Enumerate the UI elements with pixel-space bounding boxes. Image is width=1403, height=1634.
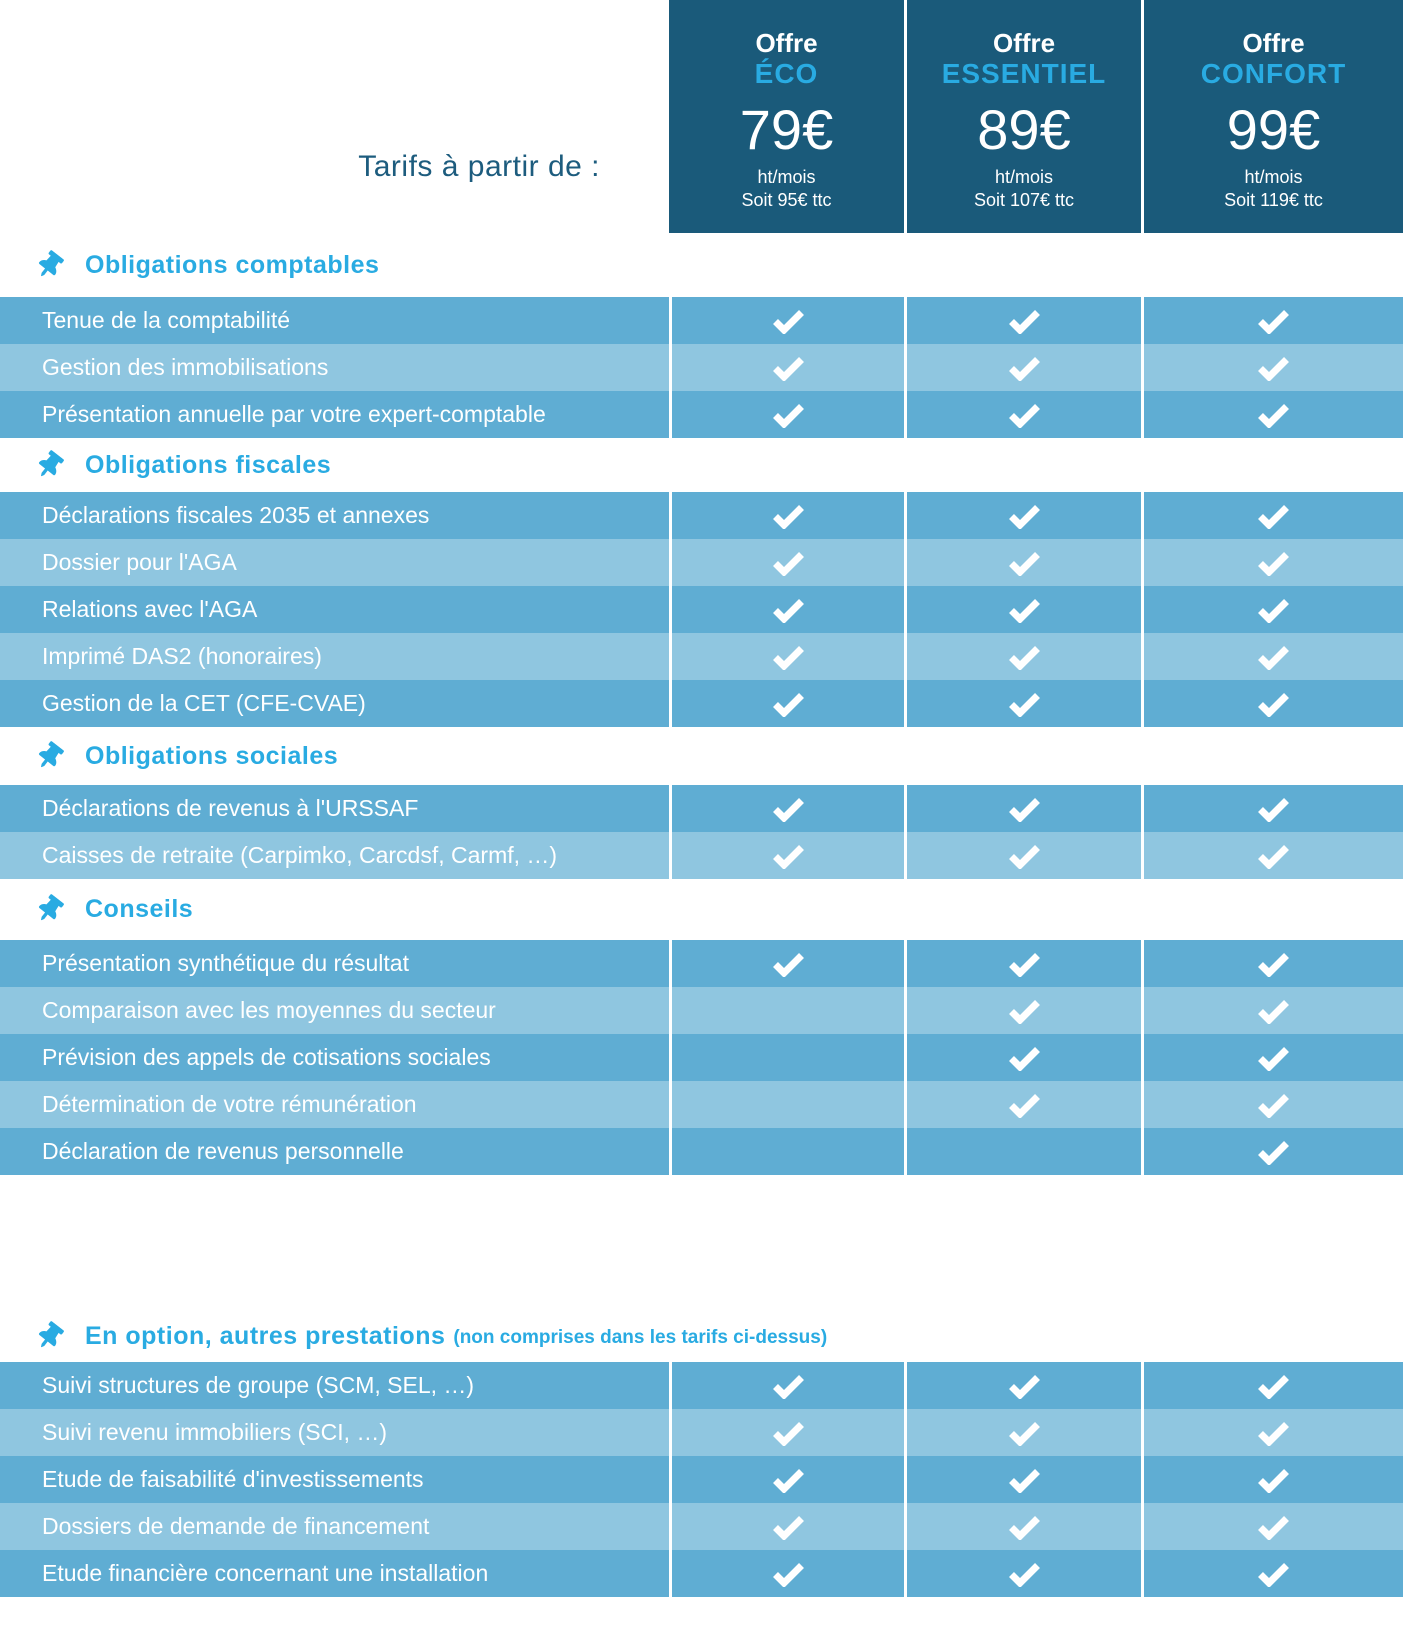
section-title: Conseils	[85, 895, 194, 923]
section-header-obligations-comptables	[0, 233, 1403, 297]
check-cell	[669, 492, 904, 539]
check-cell	[904, 586, 1141, 633]
offer-per-month: ht/mois	[757, 167, 816, 187]
row-label: Comparaison avec les moyennes du secteur	[42, 997, 496, 1023]
check-cell	[669, 633, 904, 680]
check-cell	[904, 344, 1141, 391]
empty-cell	[669, 1034, 904, 1081]
check-icon	[1257, 1045, 1290, 1071]
section-obligations-fiscales	[0, 438, 1403, 727]
check-icon	[1257, 597, 1290, 623]
check-cell	[669, 785, 904, 832]
check-icon	[1008, 1467, 1041, 1493]
check-cell	[1141, 539, 1403, 586]
check-icon	[1257, 1373, 1290, 1399]
check-icon	[772, 1467, 805, 1493]
check-icon	[772, 644, 805, 670]
check-cell	[669, 1409, 904, 1456]
check-icon	[772, 355, 805, 381]
check-cell	[904, 1034, 1141, 1081]
table-row	[0, 586, 1403, 633]
sections	[0, 233, 1403, 1597]
table-row	[0, 539, 1403, 586]
offer-card-essentiel	[904, 0, 1141, 233]
empty-cell	[669, 1128, 904, 1175]
check-cell	[669, 391, 904, 438]
empty-cell	[669, 1081, 904, 1128]
check-cell	[669, 1456, 904, 1503]
check-cell	[1141, 633, 1403, 680]
row-label: Présentation synthétique du résultat	[42, 950, 409, 976]
row-label: Dossier pour l'AGA	[42, 549, 237, 575]
table-row	[0, 297, 1403, 344]
check-icon	[1008, 355, 1041, 381]
check-icon	[772, 597, 805, 623]
section-obligations-comptables	[0, 233, 1403, 438]
check-icon	[1257, 308, 1290, 334]
table-row	[0, 1456, 1403, 1503]
section-title-suffix: (non comprises dans les tarifs ci-dessus)	[453, 1326, 828, 1348]
row-label: Imprimé DAS2 (honoraires)	[42, 643, 322, 669]
check-cell	[1141, 832, 1403, 879]
check-icon	[1008, 998, 1041, 1024]
table-row	[0, 1034, 1403, 1081]
check-cell	[904, 1503, 1141, 1550]
offer-card-eco	[669, 0, 904, 233]
check-icon	[1008, 1045, 1041, 1071]
row-label: Suivi structures de groupe (SCM, SEL, …)	[42, 1372, 475, 1398]
table-row	[0, 1362, 1403, 1409]
table-row	[0, 344, 1403, 391]
check-icon	[772, 308, 805, 334]
check-cell	[904, 297, 1141, 344]
check-icon	[772, 1561, 805, 1587]
pushpin-icon	[36, 896, 63, 923]
row-label: Déclarations fiscales 2035 et annexes	[42, 502, 430, 528]
check-cell	[1141, 492, 1403, 539]
check-icon	[1257, 1139, 1290, 1165]
check-cell	[1141, 1128, 1403, 1175]
check-cell	[1141, 1409, 1403, 1456]
check-cell	[904, 785, 1141, 832]
table-row	[0, 633, 1403, 680]
check-icon	[1008, 843, 1041, 869]
offer-word: Offre	[1242, 28, 1305, 58]
check-cell	[904, 1409, 1141, 1456]
check-cell	[904, 940, 1141, 987]
check-icon	[1257, 402, 1290, 428]
check-cell	[904, 680, 1141, 727]
row-label: Tenue de la comptabilité	[42, 307, 291, 333]
check-cell	[904, 1362, 1141, 1409]
check-icon	[1008, 796, 1041, 822]
check-icon	[1257, 691, 1290, 717]
check-icon	[772, 843, 805, 869]
check-cell	[1141, 940, 1403, 987]
pushpin-icon	[36, 1323, 63, 1350]
table-row	[0, 1128, 1403, 1175]
check-cell	[669, 1550, 904, 1597]
table-row	[0, 1409, 1403, 1456]
offer-per-month: ht/mois	[994, 167, 1054, 187]
check-icon	[772, 1420, 805, 1446]
check-icon	[1008, 644, 1041, 670]
offer-name: ESSENTIEL	[941, 58, 1107, 89]
offer-word: Offre	[755, 28, 818, 58]
table-row	[0, 1550, 1403, 1597]
check-cell	[904, 987, 1141, 1034]
check-icon	[1257, 1420, 1290, 1446]
offer-name: CONFORT	[1200, 58, 1347, 89]
check-icon	[772, 796, 805, 822]
check-icon	[1257, 355, 1290, 381]
check-icon	[1257, 1514, 1290, 1540]
check-cell	[669, 344, 904, 391]
check-cell	[904, 633, 1141, 680]
check-icon	[1008, 550, 1041, 576]
check-cell	[669, 1503, 904, 1550]
empty-cell	[669, 987, 904, 1034]
check-cell	[904, 1081, 1141, 1128]
check-icon	[1008, 1514, 1041, 1540]
section-conseils	[0, 879, 1403, 1175]
check-cell	[1141, 987, 1403, 1034]
check-cell	[669, 1362, 904, 1409]
row-label: Gestion de la CET (CFE-CVAE)	[42, 690, 366, 716]
check-icon	[1008, 308, 1041, 334]
table-row	[0, 785, 1403, 832]
check-cell	[1141, 1362, 1403, 1409]
check-cell	[1141, 1550, 1403, 1597]
section-en-option-autres-prestations	[0, 1310, 1403, 1597]
check-icon	[1257, 998, 1290, 1024]
check-icon	[1008, 1420, 1041, 1446]
tarifs-label: Tarifs à partir de :	[358, 150, 600, 183]
check-icon	[1008, 503, 1041, 529]
check-icon	[1257, 1092, 1290, 1118]
check-cell	[1141, 297, 1403, 344]
offer-price: 89€	[977, 98, 1071, 161]
section-title: Obligations fiscales	[85, 450, 332, 479]
check-icon	[1257, 644, 1290, 670]
row-label: Déclaration de revenus personnelle	[42, 1138, 404, 1164]
check-icon	[772, 402, 805, 428]
section-header-obligations-sociales	[0, 727, 1403, 785]
offer-price: 79€	[739, 98, 834, 161]
table-row	[0, 391, 1403, 438]
check-cell	[669, 832, 904, 879]
check-icon	[1008, 597, 1041, 623]
offer-per-month: ht/mois	[1244, 167, 1303, 187]
check-cell	[669, 680, 904, 727]
check-icon	[1008, 1092, 1041, 1118]
check-icon	[1008, 691, 1041, 717]
check-cell	[1141, 785, 1403, 832]
check-cell	[1141, 1034, 1403, 1081]
check-cell	[669, 297, 904, 344]
offer-word: Offre	[992, 28, 1056, 58]
table-row	[0, 492, 1403, 539]
check-icon	[1257, 550, 1290, 576]
check-icon	[1257, 796, 1290, 822]
offer-ttc: Soit 95€ ttc	[741, 190, 832, 210]
check-cell	[1141, 391, 1403, 438]
check-cell	[904, 492, 1141, 539]
offer-price: 99€	[1226, 98, 1321, 161]
pushpin-icon	[36, 743, 63, 770]
check-cell	[904, 539, 1141, 586]
offer-card-confort	[1141, 0, 1403, 233]
check-cell	[669, 539, 904, 586]
check-cell	[669, 940, 904, 987]
table-row	[0, 987, 1403, 1034]
section-header-obligations-fiscales	[0, 438, 1403, 492]
table-row	[0, 940, 1403, 987]
check-icon	[1008, 951, 1041, 977]
empty-cell	[904, 1128, 1141, 1175]
check-cell	[904, 391, 1141, 438]
section-title: En option, autres prestations	[85, 1321, 446, 1350]
check-icon	[1257, 843, 1290, 869]
check-icon	[1257, 1467, 1290, 1493]
check-icon	[772, 1373, 805, 1399]
check-icon	[1008, 1373, 1041, 1399]
row-label: Etude de faisabilité d'investissements	[42, 1466, 424, 1492]
offer-ttc: Soit 107€ ttc	[973, 190, 1075, 210]
offer-ttc: Soit 119€ ttc	[1224, 190, 1323, 210]
row-label: Gestion des immobilisations	[42, 354, 329, 380]
row-label: Suivi revenu immobiliers (SCI, …)	[42, 1419, 388, 1445]
row-label: Relations avec l'AGA	[42, 596, 258, 622]
offer-name: ÉCO	[754, 58, 819, 89]
check-icon	[772, 503, 805, 529]
check-cell	[904, 1550, 1141, 1597]
offers-header	[669, 0, 1403, 233]
check-cell	[1141, 1081, 1403, 1128]
check-icon	[1008, 402, 1041, 428]
check-icon	[1257, 951, 1290, 977]
row-label: Caisses de retraite (Carpimko, Carcdsf, Carmf, …)	[42, 842, 558, 868]
row-label: Etude financière concernant une installation	[42, 1560, 489, 1586]
table-row	[0, 1503, 1403, 1550]
check-cell	[904, 832, 1141, 879]
section-obligations-sociales	[0, 727, 1403, 879]
section-header-en-option-autres-prestations	[0, 1310, 1403, 1362]
section-title: Obligations comptables	[85, 250, 380, 279]
row-label: Présentation annuelle par votre expert-comptable	[42, 401, 546, 427]
check-icon	[1257, 503, 1290, 529]
row-label: Prévision des appels de cotisations sociales	[42, 1044, 491, 1070]
table-row	[0, 832, 1403, 879]
table-row	[0, 1081, 1403, 1128]
check-icon	[1008, 1561, 1041, 1587]
check-cell	[669, 586, 904, 633]
check-cell	[1141, 1456, 1403, 1503]
pushpin-icon	[36, 252, 63, 279]
row-label: Déclarations de revenus à l'URSSAF	[42, 795, 419, 821]
check-cell	[1141, 680, 1403, 727]
check-cell	[1141, 344, 1403, 391]
row-label: Dossiers de demande de financement	[42, 1513, 430, 1539]
check-icon	[772, 951, 805, 977]
section-header-conseils	[0, 879, 1403, 940]
pushpin-icon	[36, 452, 63, 479]
check-cell	[904, 1456, 1141, 1503]
check-icon	[772, 1514, 805, 1540]
check-icon	[1257, 1561, 1290, 1587]
table-row	[0, 680, 1403, 727]
check-icon	[772, 550, 805, 576]
check-icon	[772, 691, 805, 717]
section-title: Obligations sociales	[85, 741, 339, 770]
check-cell	[1141, 1503, 1403, 1550]
row-label: Détermination de votre rémunération	[42, 1091, 417, 1117]
check-cell	[1141, 586, 1403, 633]
